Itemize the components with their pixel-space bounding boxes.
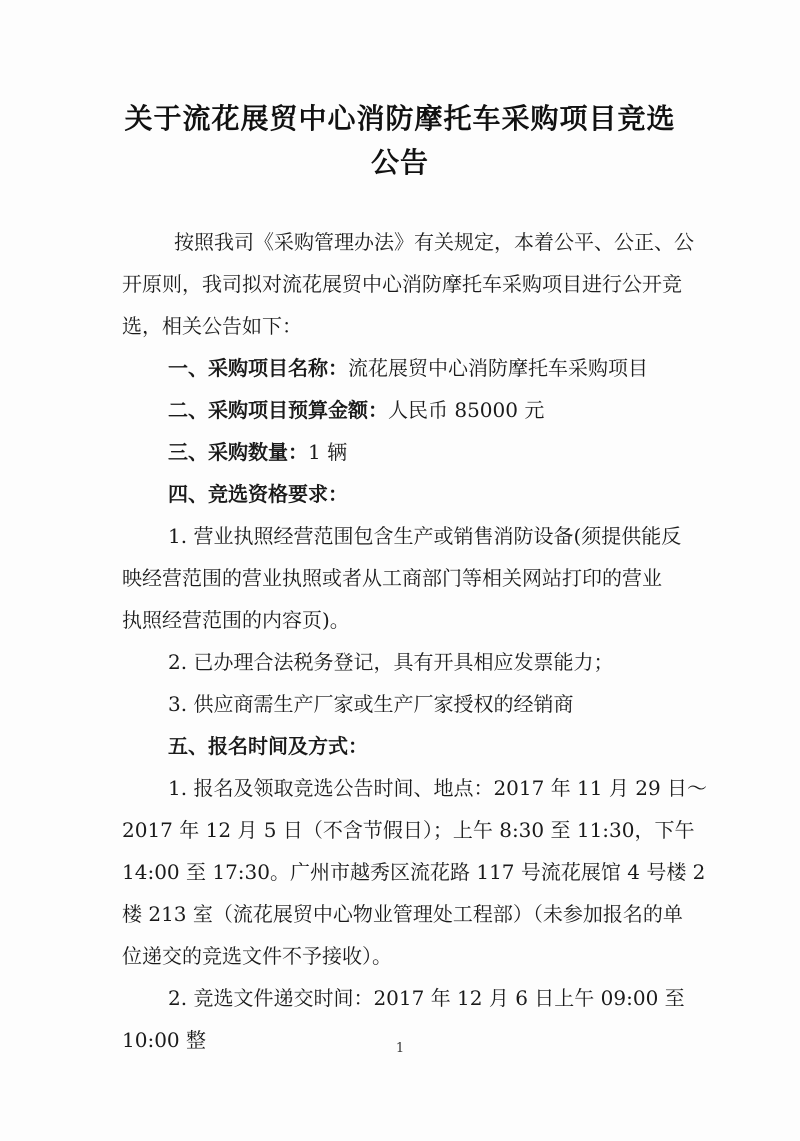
registration-1-line-1: 1. 报名及领取竞选公告时间、地点：2017 年 11 月 29 日～ <box>168 776 708 800</box>
item-quantity-label: 三、采购数量： <box>168 440 308 464</box>
registration-1-line-5: 位递交的竞选文件不予接收）。 <box>122 944 392 968</box>
item-project-name-value: 流花展贸中心消防摩托车采购项目 <box>348 356 648 380</box>
section-qualification-heading: 四、竞选资格要求： <box>168 482 348 506</box>
registration-1-line-3: 14:00 至 17:30。广州市越秀区流花路 117 号流花展馆 4 号楼 2 <box>122 860 706 884</box>
page-number: 1 <box>395 1041 405 1056</box>
document-title-continued: 公告 <box>370 146 429 179</box>
registration-2-line-2: 10:00 整 <box>122 1028 206 1052</box>
intro-line-2: 开原则，我司拟对流花展贸中心消防摩托车采购项目进行公开竞 <box>122 272 682 296</box>
item-quantity <box>168 438 347 466</box>
item-project-name-label: 一、采购项目名称： <box>168 356 348 380</box>
intro-line-1: 按照我司《采购管理办法》有关规定，本着公平、公正、公 <box>174 230 694 254</box>
qualification-1-line-2: 映经营范围的营业执照或者从工商部门等相关网站打印的营业 <box>122 566 662 590</box>
item-budget-value: 人民币 85000 元 <box>388 398 545 422</box>
item-budget-label: 二、采购项目预算金额： <box>168 398 388 422</box>
item-quantity-value: 1 辆 <box>308 440 348 464</box>
registration-2-line-1: 2. 竞选文件递交时间：2017 年 12 月 6 日上午 09:00 至 <box>168 986 685 1010</box>
item-budget <box>168 396 544 424</box>
intro-line-3: 选，相关公告如下： <box>122 314 302 338</box>
registration-1-line-2: 2017 年 12 月 5 日（不含节假日）；上午 8:30 至 11:30，下午 <box>122 818 695 842</box>
qualification-1-line-3: 执照经营范围的内容页)。 <box>122 608 350 632</box>
qualification-2: 2. 已办理合法税务登记，具有开具相应发票能力； <box>168 650 614 674</box>
section-registration-heading: 五、报名时间及方式： <box>168 734 368 758</box>
qualification-1-line-1: 1. 营业执照经营范围包含生产或销售消防设备(须提供能反 <box>168 524 682 548</box>
registration-1-line-4: 楼 213 室（流花展贸中心物业管理处工程部）（未参加报名的单 <box>122 902 683 926</box>
document-title: 关于流花展贸中心消防摩托车采购项目竞选 <box>124 102 676 135</box>
item-project-name <box>168 354 648 382</box>
qualification-3: 3. 供应商需生产厂家或生产厂家授权的经销商 <box>168 692 574 716</box>
